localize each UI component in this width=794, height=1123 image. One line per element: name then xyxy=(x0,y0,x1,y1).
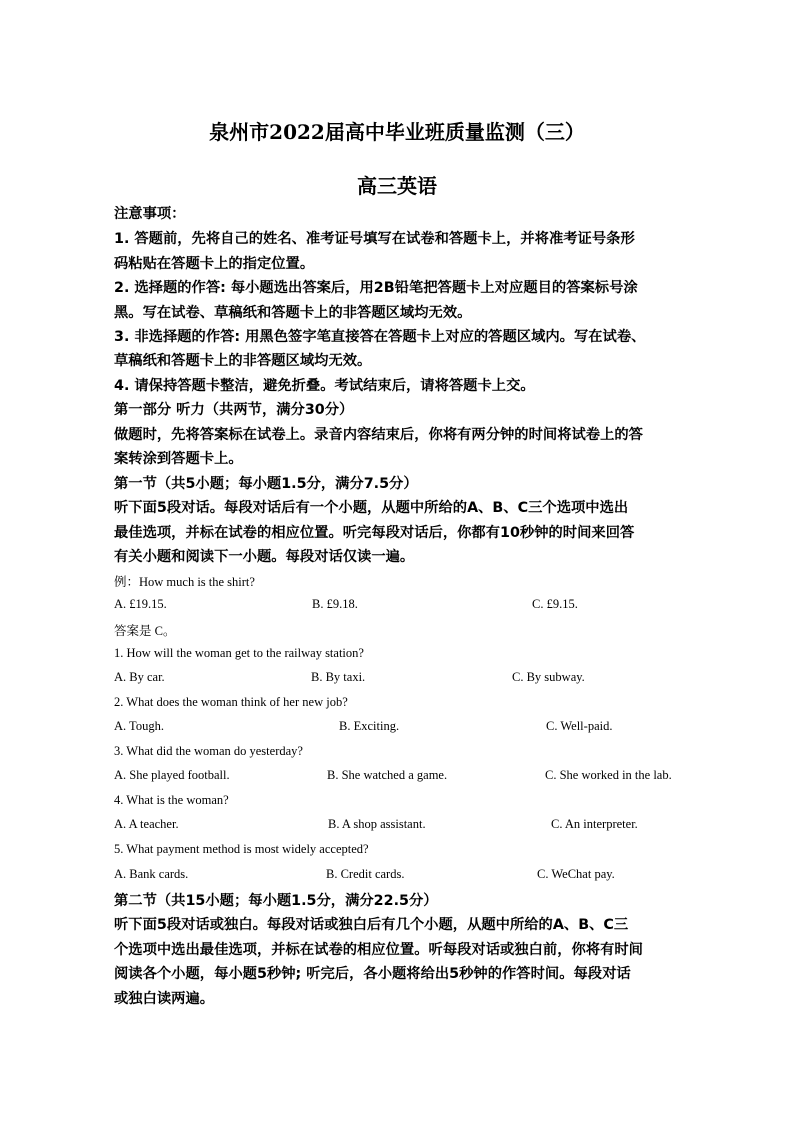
example-option-c: C. £9.15. xyxy=(532,597,578,611)
q2-option-c: C. Well-paid. xyxy=(546,719,613,733)
section2-instruction: 个选项中选出最佳选项，并标在试卷的相应位置。听每段对话或独白前，你将有时间 xyxy=(114,942,643,958)
part1-instruction: 案转涂到答题卡上。 xyxy=(114,451,243,467)
q1-option-b: B. By taxi. xyxy=(311,670,366,684)
q2-option-b: B. Exciting. xyxy=(339,719,400,733)
q4-option-a: A. A teacher. xyxy=(114,817,179,831)
notice-heading: 注意事项： xyxy=(114,206,186,222)
q5-option-b: B. Credit cards. xyxy=(326,867,405,881)
q3-option-a: A. She played football. xyxy=(114,768,230,782)
question-4: 4. What is the woman? xyxy=(114,793,229,807)
question-3: 3. What did the woman do yesterday? xyxy=(114,744,303,758)
notice-line: 1. 答题前，先将自己的姓名、准考证号填写在试卷和答题卡上，并将准考证号条形 xyxy=(114,231,635,247)
question-1: 1. How will the woman get to the railway station? xyxy=(114,646,364,660)
q4-option-c: C. An interpreter. xyxy=(551,817,638,831)
q3-option-b: B. She watched a game. xyxy=(327,768,448,782)
notice-line: 2. 选择题的作答: 每小题选出答案后，用2B铅笔把答题卡上对应题目的答案标号涂 xyxy=(114,280,638,296)
notice-line: 草稿纸和答题卡上的非答题区域均无效。 xyxy=(114,353,372,369)
exam-title: 泉州市2022届高中毕业班质量监测（三） xyxy=(209,120,585,144)
notice-line: 黑。写在试卷、草稿纸和答题卡上的非答题区域均无效。 xyxy=(114,305,472,321)
section1-instruction: 最佳选项，并标在试卷的相应位置。听完每段对话后，你都有10秒钟的时间来回答 xyxy=(114,525,635,541)
notice-line: 码粘贴在答题卡上的指定位置。 xyxy=(114,256,315,272)
section2-instruction: 阅读各个小题，每小题5秒钟; 听完后，各小题将给出5秒钟的作答时间。每段对话 xyxy=(114,966,631,982)
example-option-a: A. £19.15. xyxy=(114,597,167,611)
example-question: 例：How much is the shirt? xyxy=(114,575,255,589)
q3-option-c: C. She worked in the lab. xyxy=(545,768,672,782)
notice-line: 4. 请保持答题卡整洁，避免折叠。考试结束后，请将答题卡上交。 xyxy=(114,378,535,394)
q2-option-a: A. Tough. xyxy=(114,719,164,733)
example-option-b: B. £9.18. xyxy=(312,597,358,611)
section1-instruction: 听下面5段对话。每段对话后有一个小题，从题中所给的A、B、C三个选项中选出 xyxy=(114,500,629,516)
section2-instruction: 或独白读两遍。 xyxy=(114,991,215,1007)
q1-option-a: A. By car. xyxy=(114,670,165,684)
exam-subtitle: 高三英语 xyxy=(357,174,437,198)
part1-heading: 第一部分 听力（共两节，满分30分） xyxy=(114,402,354,418)
section1-instruction: 有关小题和阅读下一小题。每段对话仅读一遍。 xyxy=(114,549,415,565)
q5-option-a: A. Bank cards. xyxy=(114,867,189,881)
section2-heading: 第二节（共15小题；每小题1.5分，满分22.5分） xyxy=(114,893,438,909)
q4-option-b: B. A shop assistant. xyxy=(328,817,426,831)
question-2: 2. What does the woman think of her new job? xyxy=(114,695,348,709)
section2-instruction: 听下面5段对话或独白。每段对话或独白后有几个小题，从题中所给的A、B、C三 xyxy=(114,917,629,933)
q5-option-c: C. WeChat pay. xyxy=(537,867,615,881)
notice-line: 3. 非选择题的作答: 用黑色签字笔直接答在答题卡上对应的答题区域内。写在试卷、 xyxy=(114,329,646,345)
question-5: 5. What payment method is most widely accepted? xyxy=(114,842,369,856)
q1-option-c: C. By subway. xyxy=(512,670,585,684)
example-answer: 答案是 C。 xyxy=(114,624,176,638)
part1-instruction: 做题时，先将答案标在试卷上。录音内容结束后，你将有两分钟的时间将试卷上的答 xyxy=(114,427,643,443)
section1-heading: 第一节（共5小题；每小题1.5分，满分7.5分） xyxy=(114,476,418,492)
